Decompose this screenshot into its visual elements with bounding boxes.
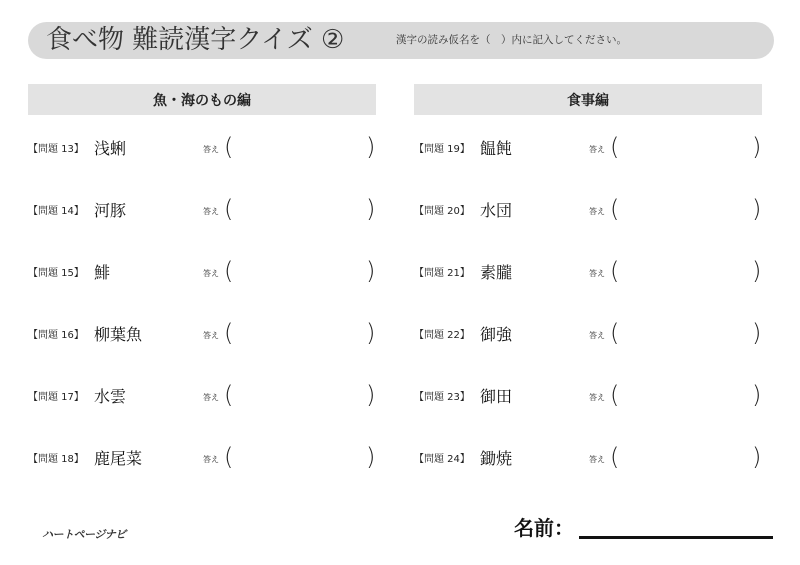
brand-logo: ハートページナビ <box>42 528 126 541</box>
question-row <box>28 259 388 289</box>
name-label: 名前： <box>514 516 574 540</box>
kanji-word: 鹿尾菜 <box>94 449 143 468</box>
kanji-word: 水雲 <box>94 387 127 406</box>
question-row <box>414 259 774 289</box>
question-number: 【問題 19】 <box>414 144 470 155</box>
answer-label: 答え <box>203 269 219 278</box>
answer-open-paren[interactable]: ( <box>224 257 234 285</box>
answer-label: 答え <box>589 145 605 154</box>
question-row <box>414 197 774 227</box>
kanji-word: 鋤焼 <box>480 449 513 468</box>
section-header-seafood: 魚・海のもの編 <box>28 84 376 115</box>
answer-close-paren[interactable]: ) <box>366 381 376 409</box>
kanji-word: 素朧 <box>480 263 513 282</box>
answer-open-paren[interactable]: ( <box>224 319 234 347</box>
kanji-word: 水団 <box>480 201 513 220</box>
question-row <box>28 197 388 227</box>
question-number: 【問題 22】 <box>414 330 470 341</box>
answer-label: 答え <box>203 455 219 464</box>
answer-open-paren[interactable]: ( <box>224 443 234 471</box>
name-field[interactable] <box>579 536 773 539</box>
answer-close-paren[interactable]: ) <box>366 319 376 347</box>
question-number: 【問題 24】 <box>414 454 470 465</box>
question-row <box>28 445 388 475</box>
question-row <box>414 445 774 475</box>
answer-close-paren[interactable]: ) <box>752 133 762 161</box>
answer-open-paren[interactable]: ( <box>224 381 234 409</box>
question-row <box>28 135 388 165</box>
question-number: 【問題 18】 <box>28 454 84 465</box>
answer-label: 答え <box>203 145 219 154</box>
answer-label: 答え <box>203 331 219 340</box>
question-number: 【問題 14】 <box>28 206 84 217</box>
answer-open-paren[interactable]: ( <box>610 381 620 409</box>
answer-close-paren[interactable]: ) <box>752 443 762 471</box>
answer-label: 答え <box>203 393 219 402</box>
answer-close-paren[interactable]: ) <box>366 443 376 471</box>
question-number: 【問題 13】 <box>28 144 84 155</box>
kanji-word: 御強 <box>480 325 513 344</box>
question-number: 【問題 16】 <box>28 330 84 341</box>
kanji-word: 浅蜊 <box>94 139 127 158</box>
answer-close-paren[interactable]: ) <box>752 319 762 347</box>
answer-close-paren[interactable]: ) <box>366 195 376 223</box>
kanji-word: 河豚 <box>94 201 127 220</box>
answer-open-paren[interactable]: ( <box>610 133 620 161</box>
answer-open-paren[interactable]: ( <box>224 195 234 223</box>
instruction-text: 漢字の読み仮名を（ ）内に記入してください。 <box>396 34 627 46</box>
question-number: 【問題 15】 <box>28 268 84 279</box>
answer-label: 答え <box>203 207 219 216</box>
section-header-meals: 食事編 <box>414 84 762 115</box>
answer-close-paren[interactable]: ) <box>366 257 376 285</box>
answer-open-paren[interactable]: ( <box>610 257 620 285</box>
answer-close-paren[interactable]: ) <box>752 381 762 409</box>
kanji-word: 御田 <box>480 387 513 406</box>
answer-label: 答え <box>589 207 605 216</box>
question-row <box>28 321 388 351</box>
answer-open-paren[interactable]: ( <box>224 133 234 161</box>
kanji-word: 饂飩 <box>480 139 513 158</box>
answer-close-paren[interactable]: ) <box>366 133 376 161</box>
answer-close-paren[interactable]: ) <box>752 257 762 285</box>
question-row <box>414 383 774 413</box>
answer-open-paren[interactable]: ( <box>610 319 620 347</box>
question-number: 【問題 21】 <box>414 268 470 279</box>
answer-open-paren[interactable]: ( <box>610 195 620 223</box>
question-row <box>28 383 388 413</box>
answer-label: 答え <box>589 455 605 464</box>
answer-label: 答え <box>589 393 605 402</box>
answer-label: 答え <box>589 269 605 278</box>
question-number: 【問題 17】 <box>28 392 84 403</box>
kanji-word: 鯡 <box>94 263 111 282</box>
question-row <box>414 321 774 351</box>
answer-label: 答え <box>589 331 605 340</box>
question-number: 【問題 23】 <box>414 392 470 403</box>
question-number: 【問題 20】 <box>414 206 470 217</box>
kanji-word: 柳葉魚 <box>94 325 143 344</box>
answer-close-paren[interactable]: ) <box>752 195 762 223</box>
question-row <box>414 135 774 165</box>
page-title: 食べ物 難読漢字クイズ ② <box>46 25 345 55</box>
answer-open-paren[interactable]: ( <box>610 443 620 471</box>
